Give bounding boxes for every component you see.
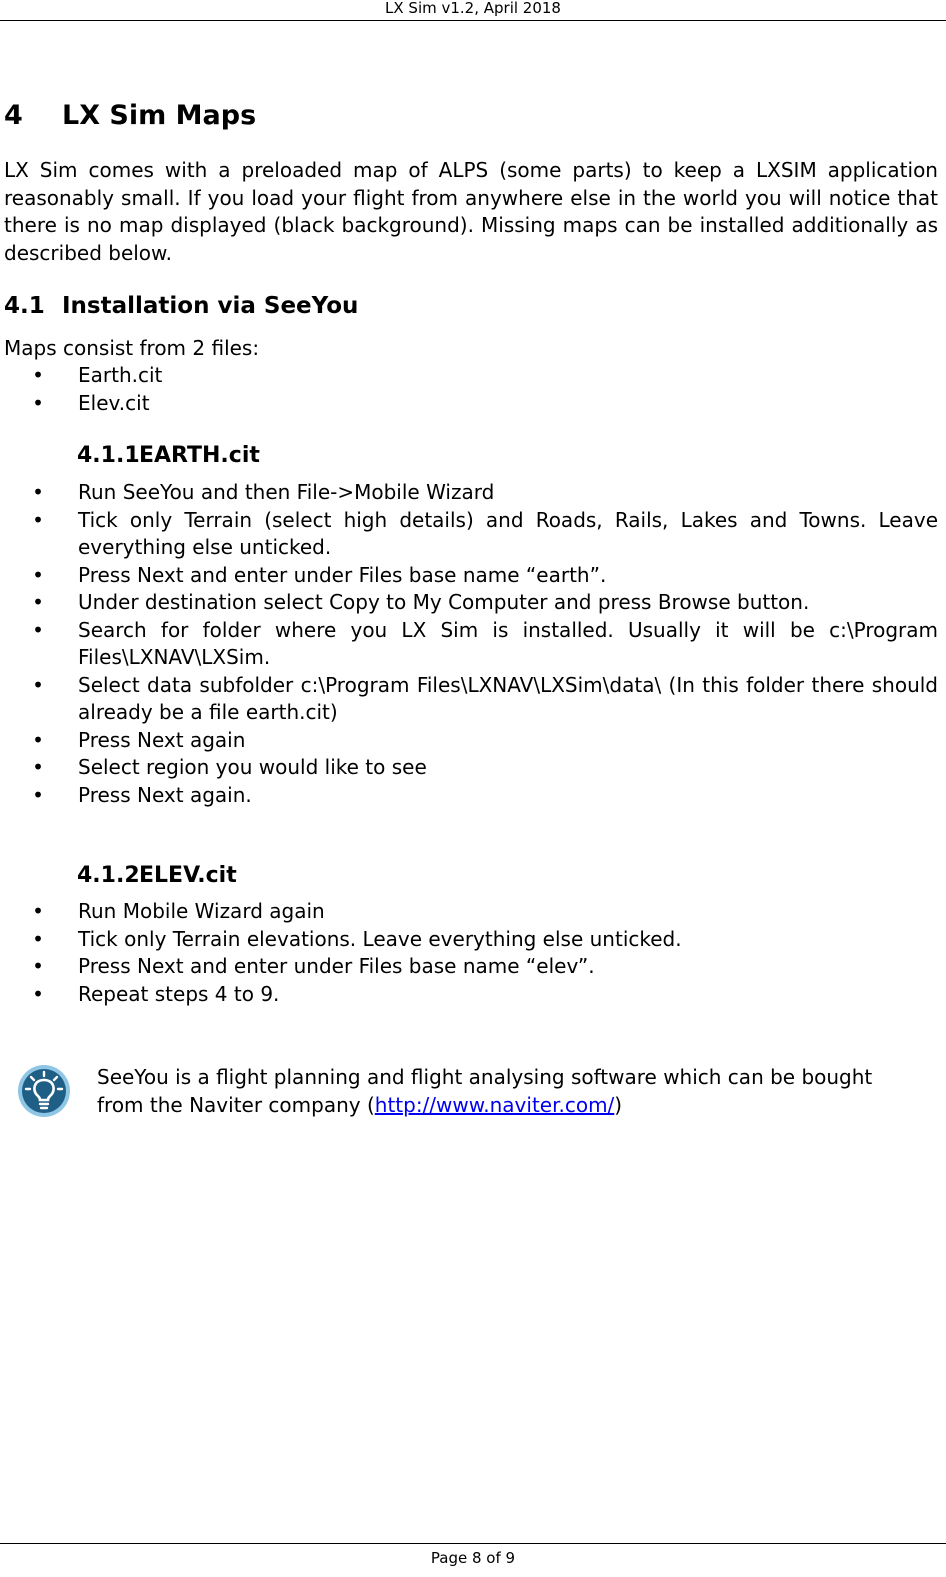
list-item-text: Tick only Terrain elevations. Leave everything else unticked. [78,926,682,951]
bullet: • [32,363,44,387]
lightbulb-icon [17,1064,71,1118]
maps-lead-text: Maps consist from 2 files: [4,336,260,360]
files-list [4,362,938,417]
list-item [4,479,938,507]
list-item [4,953,938,981]
elev-heading [77,861,237,891]
bullet: • [32,954,44,978]
list-item [4,727,938,755]
intro-paragraph: LX Sim comes with a preloaded map of ALPS (some parts) to keep a LXSIM application reasonably small. If you load your flight from anywhere else in the world you will notice that there is no map displayed (black background). Missing maps can be installed additionally as described below. [4,158,938,265]
list-item [4,898,938,926]
list-item-text: Tick only Terrain (select high details) and Roads, Rails, Lakes and Towns. Leave everything else unticked. [78,507,938,559]
bullet: • [32,507,44,532]
earth-title: EARTH.cit [139,443,260,468]
list-item [4,589,938,617]
bullet: • [32,755,44,779]
list-item [4,617,938,672]
list-item-text: Run SeeYou and then File->Mobile Wizard [78,480,495,504]
elev-steps-list [4,898,938,1008]
list-item [4,926,938,954]
earth-number: 4.1.1 [77,443,140,468]
page-footer [0,1543,946,1572]
bullet: • [32,480,44,504]
bullet: • [32,782,44,807]
list-item-text: Press Next and enter under Files base name “earth”. [78,562,607,587]
earth-heading [77,441,260,471]
section-heading [4,96,256,136]
bullet: • [32,562,44,587]
bullet: • [32,727,44,752]
list-item-text: Search for folder where you LX Sim is installed. Usually it will be c:\Program Files\LXNAV\LXSim. [78,617,938,669]
list-item [4,390,938,418]
note-text-end: ) [614,1093,623,1117]
list-item [4,362,938,390]
section-title: LX Sim Maps [62,100,257,131]
list-item [4,562,938,590]
bullet: • [32,390,44,415]
bullet: • [32,899,44,923]
section-number: 4 [4,100,23,131]
list-item-text: Select data subfolder c:\Program Files\LXNAV\LXSim\data\ (In this folder there should already be a file earth.cit) [78,672,938,724]
bullet: • [32,981,44,1006]
list-item [4,782,938,810]
list-item [4,507,938,562]
naviter-link[interactable]: http://www.naviter.com/ [374,1093,615,1117]
elev-number: 4.1.2 [77,863,140,888]
list-item-text: Repeat steps 4 to 9. [78,981,280,1006]
subsection-title: Installation via SeeYou [62,293,359,319]
list-item [4,981,938,1009]
bullet: • [32,590,44,614]
page-header [0,0,946,21]
earth-steps-list [4,479,938,809]
elev-title: ELEV.cit [139,863,237,888]
list-item-text: Under destination select Copy to My Computer and press Browse button. [78,590,810,614]
bullet: • [32,617,44,642]
list-item-text: Press Next again [78,727,246,752]
list-item-text: Earth.cit [78,363,163,387]
list-item-text: Run Mobile Wizard again [78,899,325,923]
subsection-number: 4.1 [4,293,45,319]
page-number: Page 8 of 9 [430,1549,516,1567]
note-text: SeeYou is a flight planning and flight analysing software which can be bought from the Naviter company ( [97,1065,873,1117]
list-item-text: Select region you would like to see [78,755,427,779]
bullet: • [32,926,44,951]
list-item-text: Press Next again. [78,782,252,807]
list-item [4,754,938,782]
bullet: • [32,672,44,697]
list-item-text: Elev.cit [78,390,150,415]
seeyou-note [97,1063,897,1119]
list-item-text: Press Next and enter under Files base name “elev”. [78,954,595,978]
header-title: LX Sim v1.2, April 2018 [385,0,561,17]
list-item [4,672,938,727]
subsection-heading [4,290,358,322]
